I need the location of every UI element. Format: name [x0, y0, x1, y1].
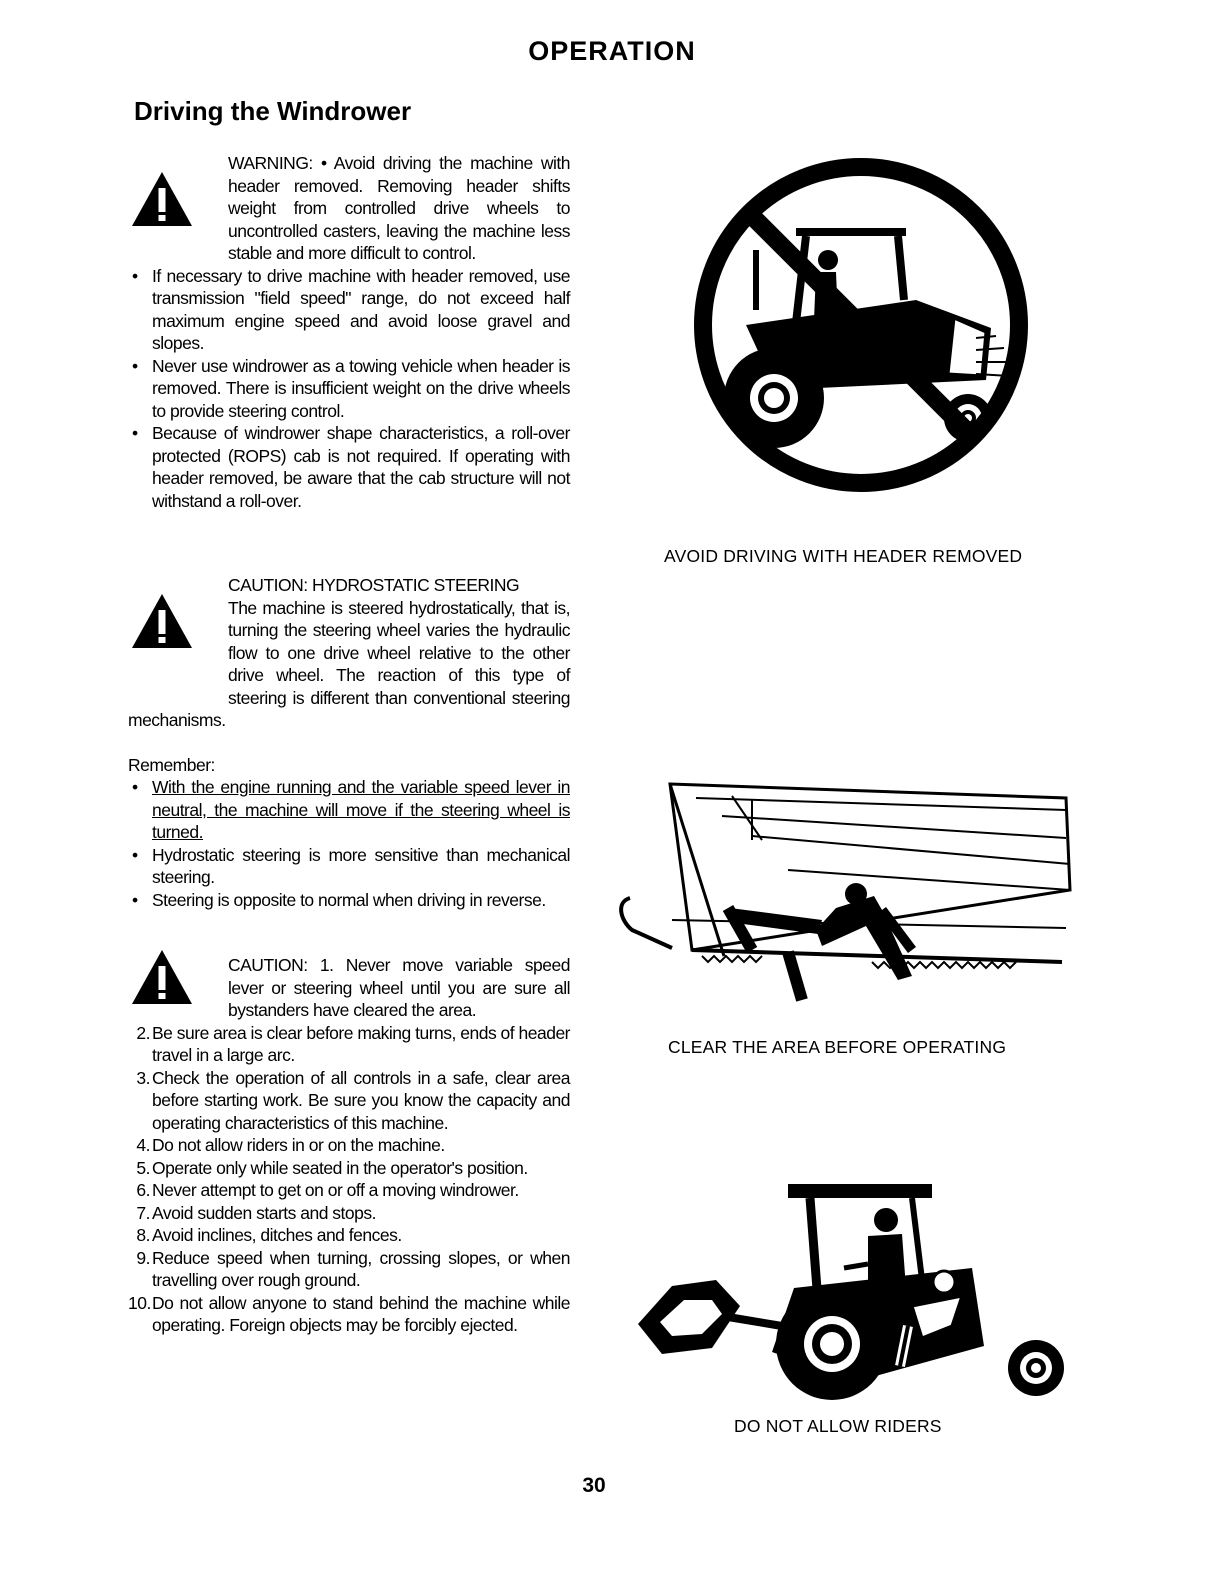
- no-header-driving-illustration: [686, 150, 1036, 500]
- item-text: Avoid sudden starts and stops.: [152, 1202, 376, 1223]
- list-item: [128, 1157, 570, 1180]
- warning-text: WARNING: • Avoid driving the machine with header removed. Removing header shifts weight from controlled drive wheels to uncontrolled casters, leaving the machine less stable and more difficult to control.: [228, 153, 570, 263]
- no-riders-illustration: [632, 1176, 1082, 1408]
- item-number: 9.: [136, 1247, 150, 1268]
- remember-label: Remember:: [128, 754, 215, 775]
- caution-list-notice: [128, 954, 570, 1022]
- item-text: Reduce speed when turning, crossing slopes, or when travelling over rough ground.: [152, 1247, 570, 1290]
- caution-steering-heading: CAUTION: HYDROSTATIC STEERING: [228, 575, 520, 595]
- clear-area-illustration: [612, 780, 1074, 1020]
- list-item: • Never use windrower as a towing vehicle when header is removed. There is insufficient weight on the drive wheels to provide steering control.: [128, 355, 570, 423]
- warning-triangle-icon: [130, 948, 194, 1006]
- list-item: • If necessary to drive machine with header removed, use transmission "field speed" range, do not exceed half maximum engine speed and avoid loose gravel and slopes.: [128, 265, 570, 355]
- list-item: [128, 1202, 570, 1225]
- item-number: 5.: [136, 1157, 150, 1178]
- item-number: 3.: [136, 1067, 150, 1088]
- caution-steering-block: [128, 574, 570, 911]
- list-item: [128, 1247, 570, 1292]
- list-item: [128, 1022, 570, 1067]
- underlined-text: With the engine running and the variable speed lever in neutral, the machine will move if the steering wheel is turned.: [152, 777, 570, 842]
- item-number: 8.: [136, 1225, 150, 1245]
- warning-block: [128, 152, 570, 512]
- page-number: 30: [582, 1474, 606, 1497]
- item-number: 2.: [136, 1022, 150, 1043]
- item-number: 7.: [136, 1202, 150, 1223]
- item-number: 10.: [128, 1292, 151, 1313]
- list-item: [128, 1292, 570, 1337]
- figure-caption: AVOID DRIVING WITH HEADER REMOVED: [664, 546, 1023, 566]
- caution-steering-paragraph: [128, 597, 570, 732]
- item-text: Do not allow riders in or on the machine.: [152, 1135, 445, 1155]
- caution-list-first: CAUTION: 1. Never move variable speed lever or steering wheel until you are sure all bystanders have cleared the area.: [228, 955, 570, 1020]
- figure-caption: DO NOT ALLOW RIDERS: [734, 1416, 942, 1436]
- list-item: • Because of windrower shape characteristics, a roll-over protected (ROPS) cab is not required. If operating with header removed, be aware that the cab structure will not withstand a roll-over.: [128, 422, 570, 512]
- list-item: • Hydrostatic steering is more sensitive than mechanical steering.: [128, 844, 570, 889]
- caution-numbered-list: [128, 1022, 570, 1337]
- warning-notice: [128, 152, 570, 265]
- item-text: Check the operation of all controls in a safe, clear area before starting work. Be sure you know the capacity and operating characteristics of this machine.: [152, 1067, 570, 1133]
- item-text: Avoid inclines, ditches and fences.: [152, 1225, 402, 1245]
- list-item: [128, 1134, 570, 1157]
- item-number: 6.: [136, 1180, 150, 1200]
- list-item: • Steering is opposite to normal when driving in reverse.: [128, 889, 570, 912]
- page-header: OPERATION: [528, 36, 696, 66]
- warning-triangle-icon: [130, 592, 194, 650]
- item-text: Do not allow anyone to stand behind the machine while operating. Foreign objects may be forcibly ejected.: [152, 1292, 570, 1335]
- list-item: [128, 1224, 570, 1247]
- warning-bullets: [128, 265, 570, 513]
- warning-triangle-icon: [130, 170, 194, 228]
- caution-steering-bullets: [128, 776, 570, 911]
- item-number: 4.: [136, 1135, 150, 1155]
- item-text: Operate only while seated in the operator's position.: [152, 1157, 528, 1178]
- figure-caption: CLEAR THE AREA BEFORE OPERATING: [668, 1037, 1007, 1057]
- list-item: [128, 776, 570, 844]
- list-item: [128, 1179, 570, 1202]
- caution-steering-text: The machine is steered hydrostatically, that is, turning the steering wheel varies the hydraulic flow to one drive wheel relative to the other drive wheel. The reaction of this type of steering is different than conventional steering mechanisms.: [128, 597, 570, 730]
- section-title: Driving the Windrower: [134, 96, 412, 126]
- item-text: Never attempt to get on or off a moving windrower.: [152, 1180, 519, 1200]
- item-text: Be sure area is clear before making turns, ends of header travel in a large arc.: [152, 1022, 570, 1065]
- list-item: [128, 1067, 570, 1135]
- caution-list-block: [128, 954, 570, 1337]
- caution-steering-notice: [128, 574, 570, 732]
